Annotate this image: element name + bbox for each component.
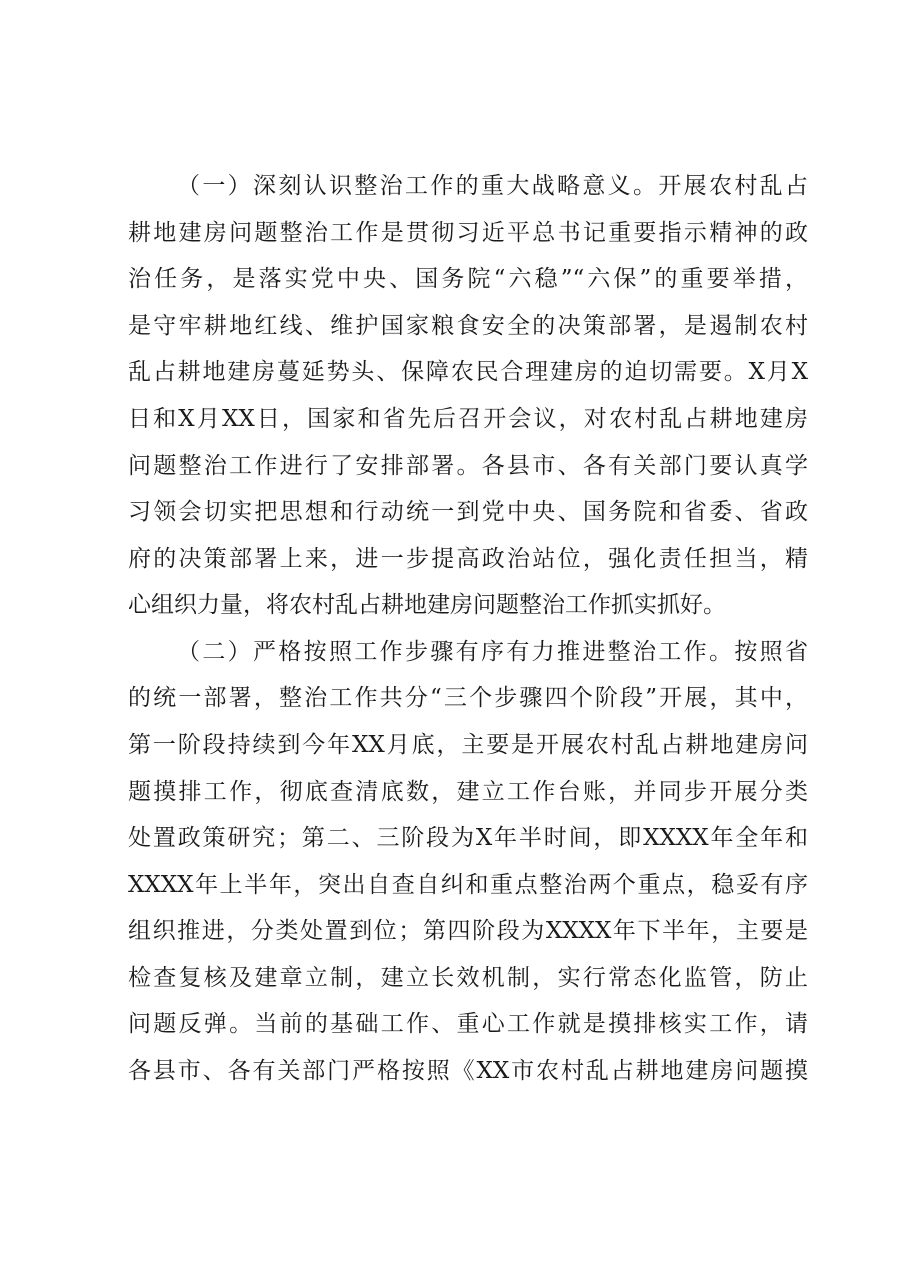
paragraph-1-line-9: 府的决策部署上来，进一步提高政治站位，强化责任担当，精 xyxy=(128,546,808,572)
paragraph-2-line-7: 组织推进，分类处置到位；第四阶段为XXXX年下半年，主要是 xyxy=(128,918,808,944)
paragraph-2-line-6: XXXX年上半年，突出自查自纠和重点整治两个重点，稳妥有序 xyxy=(128,872,808,898)
paragraph-2-line-10: 各县市、各有关部门严格按照《XX市农村乱占耕地建房问题摸 xyxy=(128,1058,808,1084)
paragraph-2-line-2: 的统一部署，整治工作共分“三个步骤四个阶段”开展，其中， xyxy=(128,685,808,711)
paragraph-1-line-7: 问题整治工作进行了安排部署。各县市、各有关部门要认真学 xyxy=(128,453,808,479)
paragraph-2-line-3: 第一阶段持续到今年XX月底，主要是开展农村乱占耕地建房问 xyxy=(128,732,808,758)
paragraph-2-line-4: 题摸排工作，彻底查清底数，建立工作台账，并同步开展分类 xyxy=(128,779,808,805)
paragraph-1-line-3: 治任务，是落实党中央、国务院“六稳”“六保”的重要举措， xyxy=(128,266,808,292)
paragraph-2-line-8: 检查复核及建章立制，建立长效机制，实行常态化监管，防止 xyxy=(128,965,808,991)
paragraph-1-line-4: 是守牢耕地红线、维护国家粮食安全的决策部署，是遏制农村 xyxy=(128,313,808,339)
paragraph-1-line-1: （一）深刻认识整治工作的重大战略意义。开展农村乱占 xyxy=(177,173,808,199)
paragraph-1-line-6: 日和X月XX日，国家和省先后召开会议，对农村乱占耕地建房 xyxy=(128,406,808,432)
paragraph-1-line-8: 习领会切实把思想和行动统一到党中央、国务院和省委、省政 xyxy=(128,499,808,525)
paragraph-1-line-5: 乱占耕地建房蔓延势头、保障农民合理建房的迫切需要。X月X xyxy=(128,359,808,385)
paragraph-2-line-5: 处置政策研究；第二、三阶段为X年半时间，即XXXX年全年和 xyxy=(128,825,808,851)
paragraph-1-line-2: 耕地建房问题整治工作是贯彻习近平总书记重要指示精神的政 xyxy=(128,220,808,246)
paragraph-2-line-9: 问题反弹。当前的基础工作、重心工作就是摸排核实工作，请 xyxy=(128,1011,808,1037)
paragraph-1-line-10: 心组织力量，将农村乱占耕地建房问题整治工作抓实抓好。 xyxy=(128,592,726,618)
paragraph-2-line-1: （二）严格按照工作步骤有序有力推进整治工作。按照省 xyxy=(177,639,808,665)
